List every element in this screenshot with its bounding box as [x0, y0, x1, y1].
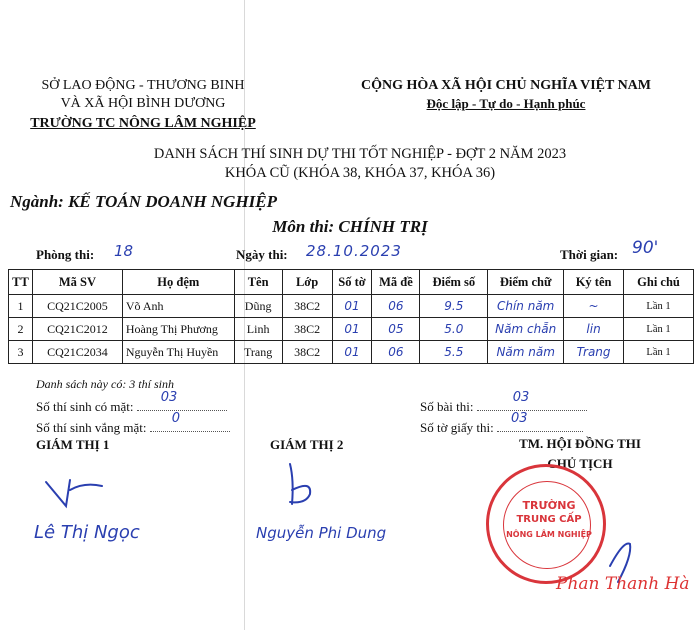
chair-title: CHỦ TỊCH — [547, 456, 613, 471]
table-header-row — [9, 270, 694, 295]
sheets-value: 03 — [510, 411, 528, 426]
absent-dotline — [150, 411, 230, 432]
major-label: Ngành: KẾ TOÁN DOANH NGHIỆP — [10, 192, 278, 211]
header-score: Điểm số — [420, 270, 488, 295]
papers-count-line — [420, 390, 587, 415]
cell-score-words: Năm năm — [488, 341, 564, 364]
papers-dotline — [477, 390, 587, 411]
cell-given-name: Trang — [234, 341, 282, 364]
papers-value: 03 — [512, 390, 530, 405]
absent-label: Số thí sinh vắng mặt: — [36, 420, 147, 435]
national-motto: Độc lập - Tự do - Hạnh phúc — [426, 96, 586, 111]
cell-score-words: Năm chẵn — [488, 318, 564, 341]
cell-score-words: Chín năm — [488, 295, 564, 318]
room-label: Phòng thi: — [36, 247, 95, 262]
room-value: 18 — [114, 242, 134, 260]
header-note: Ghi chú — [624, 270, 694, 295]
examiner1-name: Lê Thị Ngọc — [34, 522, 140, 543]
cell-note: Lần 1 — [624, 318, 694, 341]
present-value: 03 — [160, 390, 178, 405]
cell-class: 38C2 — [282, 295, 332, 318]
cell-signature: Trang — [564, 341, 624, 364]
cell-signature: lin — [564, 318, 624, 341]
candidate-count-note: Danh sách này có: 3 thí sinh — [36, 377, 174, 391]
header-score-words: Điểm chữ — [488, 270, 564, 295]
cell-surname: Võ Anh — [122, 295, 234, 318]
date-value: 28.10.2023 — [306, 242, 402, 260]
cell-tt: 1 — [9, 295, 33, 318]
cell-student-id: CQ21C2012 — [32, 318, 122, 341]
header-class: Lớp — [282, 270, 332, 295]
agency-name-line1: SỞ LAO ĐỘNG - THƯƠNG BINH — [41, 78, 245, 93]
present-label: Số thí sinh có mặt: — [36, 399, 134, 414]
cell-score: 9.5 — [420, 295, 488, 318]
header-given-name: Tên — [234, 270, 282, 295]
cell-surname: Hoàng Thị Phương — [122, 318, 234, 341]
examiner2-signature-mark — [282, 460, 322, 510]
present-dotline — [137, 390, 227, 411]
cell-exam-code: 06 — [372, 341, 420, 364]
stamp-line2: TRUNG CẤP — [516, 514, 582, 525]
school-seal-stamp — [486, 464, 606, 584]
table-row — [9, 295, 694, 318]
cell-student-id: CQ21C2034 — [32, 341, 122, 364]
header-tt: TT — [9, 270, 33, 295]
cell-note: Lần 1 — [624, 341, 694, 364]
papers-label: Số bài thi: — [420, 399, 474, 414]
chair-name: Phan Thanh Hà — [556, 574, 690, 594]
cell-score: 5.5 — [420, 341, 488, 364]
cell-tt: 2 — [9, 318, 33, 341]
cell-note: Lần 1 — [624, 295, 694, 318]
cell-given-name: Linh — [234, 318, 282, 341]
date-label: Ngày thi: — [236, 247, 288, 262]
present-count-line — [36, 390, 227, 415]
agency-name-line2: VÀ XÃ HỘI BÌNH DƯƠNG — [60, 96, 226, 111]
sheets-count-line — [420, 411, 583, 436]
absent-value: 0 — [171, 411, 181, 426]
examiner2-name: Nguyễn Phi Dung — [256, 524, 387, 542]
examiner1-signature-mark — [40, 472, 110, 512]
cell-score: 5.0 — [420, 318, 488, 341]
header-student-id: Mã SV — [32, 270, 122, 295]
examiner1-title: GIÁM THỊ 1 — [36, 437, 110, 452]
absent-count-line — [36, 411, 230, 436]
header-signature: Ký tên — [564, 270, 624, 295]
school-name: TRƯỜNG TC NÔNG LÂM NGHIỆP — [30, 116, 256, 131]
stamp-line1: TRƯỜNG — [522, 499, 576, 512]
sheets-label: Số tờ giấy thi: — [420, 420, 494, 435]
cell-student-id: CQ21C2005 — [32, 295, 122, 318]
subject-label: Môn thi: CHÍNH TRỊ — [272, 217, 428, 236]
header-surname: Họ đệm — [122, 270, 234, 295]
stamp-line3: NÔNG LÂM NGHIỆP — [506, 530, 592, 539]
cell-sheets: 01 — [332, 295, 372, 318]
header-exam-code: Mã đề — [372, 270, 420, 295]
cell-tt: 3 — [9, 341, 33, 364]
stamp-inner-ring — [503, 481, 591, 569]
table-row — [9, 341, 694, 364]
header-sheets: Số tờ — [332, 270, 372, 295]
national-title: CỘNG HÒA XÃ HỘI CHỦ NGHĨA VIỆT NAM — [360, 78, 651, 93]
cell-class: 38C2 — [282, 341, 332, 364]
cell-surname: Nguyễn Thị Huyền — [122, 341, 234, 364]
candidate-table — [8, 269, 694, 364]
cell-given-name: Dũng — [234, 295, 282, 318]
cell-signature: ~ — [564, 295, 624, 318]
council-title: TM. HỘI ĐỒNG THI — [519, 436, 641, 451]
cell-class: 38C2 — [282, 318, 332, 341]
table-row — [9, 318, 694, 341]
cell-exam-code: 05 — [372, 318, 420, 341]
cell-sheets: 01 — [332, 318, 372, 341]
time-label: Thời gian: — [560, 247, 619, 262]
sheets-dotline — [497, 411, 583, 432]
cell-sheets: 01 — [332, 341, 372, 364]
examiner2-title: GIÁM THỊ 2 — [270, 437, 344, 452]
cell-exam-code: 06 — [372, 295, 420, 318]
document-subtitle: KHÓA CŨ (KHÓA 38, KHÓA 37, KHÓA 36) — [224, 165, 496, 181]
document-title: DANH SÁCH THÍ SINH DỰ THI TỐT NGHIỆP - ĐỢT 2 NĂM 2023 — [153, 146, 567, 162]
time-value: 90' — [632, 238, 659, 258]
